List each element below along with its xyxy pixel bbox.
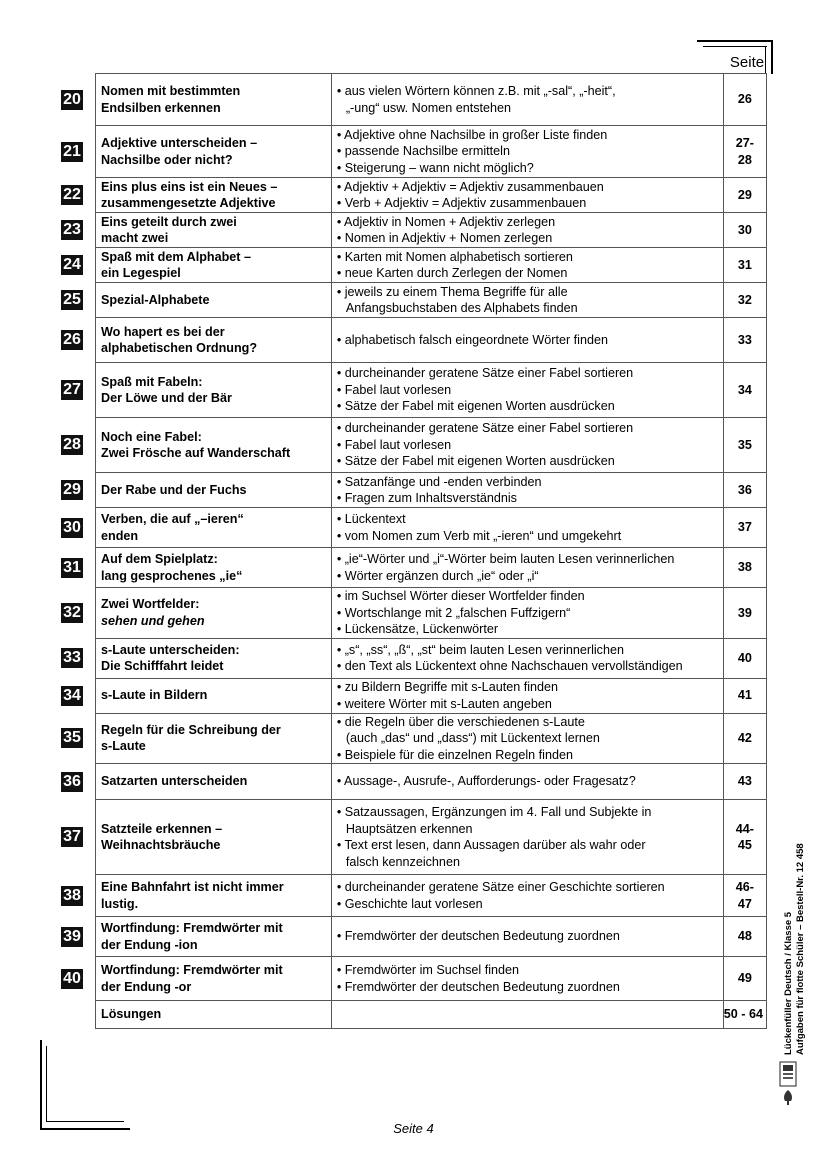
description-cell	[331, 473, 723, 508]
description-line: • Fabel laut vorlesen	[336, 437, 452, 452]
chapter-title-line: ein Legespiel	[101, 266, 181, 280]
chapter-title-cell	[96, 178, 332, 213]
description-cell	[331, 74, 723, 126]
description-cell	[331, 1001, 723, 1029]
chapter-title-cell	[96, 875, 332, 917]
chapter-number-badge: 27	[61, 380, 83, 400]
chapter-title-cell	[96, 800, 332, 875]
chapter-title-line: Spezial-Alphabete	[101, 292, 210, 307]
table-row	[96, 588, 767, 639]
description-line: • zu Bildern Begriffe mit s-Lauten finden	[336, 680, 559, 694]
page-number: 27-	[735, 136, 754, 150]
page-number: 40	[737, 650, 752, 665]
table-row	[96, 74, 767, 126]
page-number-cell	[723, 548, 766, 588]
chapter-title-line: Spaß mit dem Alphabet –	[101, 249, 251, 264]
page-number-cell	[723, 74, 766, 126]
description-line: • Geschichte laut vorlesen	[336, 896, 483, 911]
page-number-cell	[723, 678, 766, 713]
table-row	[96, 678, 767, 713]
table-row	[96, 318, 767, 363]
chapter-title-cell	[96, 283, 332, 318]
table-row	[96, 473, 767, 508]
chapter-title-cell	[96, 318, 332, 363]
chapter-number-badge: 26	[61, 330, 83, 350]
chapter-title-line: s-Laute	[101, 739, 146, 754]
chapter-title-cell	[96, 678, 332, 713]
chapter-title-line: enden	[101, 528, 139, 543]
description-line: • Adjektive ohne Nachsilbe in großer Liste finden	[336, 127, 608, 142]
description-line: • Beispiele für die einzelnen Regeln finden	[336, 747, 573, 762]
chapter-number-badge: 23	[61, 220, 83, 240]
chapter-title-line: Eins geteilt durch zwei	[101, 214, 237, 229]
page-number: 31	[737, 257, 752, 272]
description-cell	[331, 957, 723, 1001]
chapter-number-badge: 38	[61, 886, 83, 906]
page-number-cell	[723, 508, 766, 548]
table-row	[96, 248, 767, 283]
chapter-number-badge: 20	[61, 90, 83, 110]
chapter-title-line: s-Laute in Bildern	[101, 688, 208, 703]
chapter-title-line: Satzarten unterscheiden	[101, 774, 248, 789]
page-number-cell	[723, 126, 766, 178]
chapter-number-badge: 28	[61, 435, 83, 455]
description-line: „-ung“ usw. Nomen entstehen	[345, 100, 512, 115]
chapter-title-cell	[96, 713, 332, 764]
description-cell	[331, 248, 723, 283]
page-number-cell	[723, 473, 766, 508]
description-line: Hauptsätzen erkennen	[345, 821, 473, 836]
chapter-number-badge: 30	[61, 518, 83, 538]
description-line: • den Text als Lückentext ohne Nachschauen vervollständigen	[336, 659, 683, 673]
table-row	[96, 800, 767, 875]
description-cell	[331, 548, 723, 588]
page-number-cell	[723, 248, 766, 283]
chapter-title-line: Der Rabe und der Fuchs	[101, 482, 247, 497]
description-cell	[331, 178, 723, 213]
page-number-cell	[723, 800, 766, 875]
description-cell	[331, 800, 723, 875]
page-footer: Seite 4	[393, 1121, 434, 1136]
chapter-title-cell	[96, 418, 332, 473]
description-line: • passende Nachsilbe ermitteln	[336, 144, 510, 159]
chapter-title-line: Wortfindung: Fremdwörter mit	[101, 921, 283, 935]
description-line: • Adjektiv + Adjektiv = Adjektiv zusammenbauen	[336, 179, 604, 194]
chapter-title-cell	[96, 957, 332, 1001]
chapter-title-line: Weihnachtsbräuche	[101, 838, 221, 852]
table-row	[96, 957, 767, 1001]
chapter-title-cell	[96, 74, 332, 126]
page-number-cell	[723, 363, 766, 418]
chapter-title-line: Noch eine Fabel:	[101, 429, 202, 444]
description-line: • Aussage-, Ausrufe-, Aufforderungs- oder Fragesatz?	[336, 774, 636, 789]
chapter-title-line: Eins plus eins ist ein Neues –	[101, 179, 278, 194]
toc-body	[96, 74, 767, 1029]
description-line: • alphabetisch falsch eingeordnete Wörter finden	[336, 332, 608, 347]
chapter-title-line: Spaß mit Fabeln:	[101, 374, 203, 389]
description-line: • Karten mit Nomen alphabetisch sortieren	[336, 249, 573, 264]
chapter-title-line: alphabetischen Ordnung?	[101, 341, 258, 355]
corner-frame-bottom-left	[40, 1040, 42, 1130]
chapter-title-line: der Endung -ion	[101, 937, 198, 952]
description-line: • Fremdwörter der deutschen Bedeutung zuordnen	[336, 929, 620, 944]
chapter-title-cell	[96, 363, 332, 418]
chapter-title-line: Endsilben erkennen	[101, 100, 221, 115]
sidebar-series-info	[783, 843, 807, 1055]
corner-frame-top-right-inner	[703, 46, 767, 47]
page-number: 29	[737, 187, 752, 202]
chapter-number-badge: 29	[61, 480, 83, 500]
page-number: 26	[737, 92, 752, 107]
chapter-title-cell	[96, 248, 332, 283]
description-cell	[331, 638, 723, 678]
description-line: • aus vielen Wörtern können z.B. mit „-sal“, „-heit“,	[336, 84, 616, 98]
chapter-number-badge: 32	[61, 603, 83, 623]
chapter-title-cell	[96, 213, 332, 248]
description-cell	[331, 588, 723, 639]
page-number-cell	[723, 917, 766, 957]
chapter-number-badge: 22	[61, 185, 83, 205]
page-number: 32	[737, 292, 752, 307]
description-line: • Lückentext	[336, 512, 406, 526]
chapter-title-cell	[96, 917, 332, 957]
description-line: • Wörter ergänzen durch „ie“ oder „i“	[336, 568, 539, 583]
description-line: falsch kennzeichnen	[345, 854, 460, 869]
chapter-number-badge: 34	[61, 686, 83, 706]
table-row	[96, 178, 767, 213]
description-line: (auch „das“ und „dass“) mit Lückentext lernen	[345, 731, 600, 745]
description-line: Anfangsbuchstaben des Alphabets finden	[345, 301, 578, 315]
description-line: • Wortschlange mit 2 „falschen Fuffzigern“	[336, 605, 571, 620]
publisher-logo-icon	[779, 1060, 797, 1106]
page-number: 34	[737, 382, 752, 397]
table-row	[96, 213, 767, 248]
table-row	[96, 638, 767, 678]
page-number: 44-	[735, 821, 754, 836]
chapter-title-line: Verben, die auf „–ieren“	[101, 512, 244, 526]
description-line: • im Suchsel Wörter dieser Wortfelder finden	[336, 589, 585, 603]
chapter-title-line: Adjektive unterscheiden –	[101, 136, 258, 150]
chapter-number-badge: 33	[61, 648, 83, 668]
description-cell	[331, 875, 723, 917]
table-row	[96, 548, 767, 588]
table-row	[96, 508, 767, 548]
sidebar-line-1: Lückenfüller Deutsch / Klasse 5	[783, 911, 794, 1055]
page-number: 39	[737, 605, 752, 620]
table-row	[96, 126, 767, 178]
chapter-title-line: Der Löwe und der Bär	[101, 391, 232, 405]
chapter-title-cell	[96, 764, 332, 800]
page-number: 33	[737, 332, 752, 347]
page-number: 50 - 64	[723, 1007, 763, 1022]
description-line: • Sätze der Fabel mit eigenen Worten ausdrücken	[336, 399, 615, 414]
table-of-contents	[95, 73, 767, 1029]
description-line: • die Regeln über die verschiedenen s-Laute	[336, 714, 585, 729]
page-column-header: Seite	[729, 54, 765, 71]
chapter-title-cell	[96, 126, 332, 178]
page-number: 48	[737, 929, 752, 944]
page-number-cell	[723, 713, 766, 764]
description-cell	[331, 713, 723, 764]
description-cell	[331, 318, 723, 363]
chapter-number-badge: 31	[61, 558, 83, 578]
description-line: • durcheinander geratene Sätze einer Fabel sortieren	[336, 421, 634, 436]
chapter-title-line: lustig.	[101, 896, 139, 911]
chapter-title-line: Auf dem Spielplatz:	[101, 552, 218, 566]
chapter-title-line: Nachsilbe oder nicht?	[101, 152, 233, 167]
chapter-title-line: Satzteile erkennen –	[101, 821, 223, 836]
description-cell	[331, 418, 723, 473]
description-line: • Fragen zum Inhaltsverständnis	[336, 491, 517, 505]
page-number-cell	[723, 875, 766, 917]
chapter-title-line: Zwei Frösche auf Wanderschaft	[101, 446, 291, 460]
description-line: • vom Nomen zum Verb mit „-ieren“ und umgekehrt	[336, 528, 622, 543]
chapter-number-badge: 21	[61, 142, 83, 162]
page-number-cell	[723, 213, 766, 248]
description-line: • Satzaussagen, Ergänzungen im 4. Fall und Subjekte in	[336, 805, 652, 819]
chapter-title-line: Wo hapert es bei der	[101, 324, 225, 339]
description-line: • Satzanfänge und -enden verbinden	[336, 474, 542, 489]
sidebar-line-2: Aufgaben für flotte Schüler – Bestell-Nr. 12 458	[795, 843, 806, 1055]
description-cell	[331, 213, 723, 248]
page-number: 36	[737, 482, 752, 497]
page-number: 42	[737, 731, 752, 745]
page-number: 43	[737, 774, 752, 789]
description-line: • neue Karten durch Zerlegen der Nomen	[336, 266, 568, 280]
page-number: 30	[737, 222, 752, 237]
chapter-number-badge: 36	[61, 772, 83, 792]
page-number-cell	[723, 318, 766, 363]
description-line: • jeweils zu einem Thema Begriffe für alle	[336, 284, 568, 299]
description-line: • Nomen in Adjektiv + Nomen zerlegen	[336, 231, 553, 245]
description-cell	[331, 764, 723, 800]
description-line: • Text erst lesen, dann Aussagen darüber als wahr oder	[336, 838, 646, 852]
page-number-cell	[723, 588, 766, 639]
chapter-number-badge: 39	[61, 927, 83, 947]
page-number: 46-	[735, 880, 754, 894]
chapter-title-line: Regeln für die Schreibung der	[101, 722, 281, 737]
chapter-title-line: Nomen mit bestimmten	[101, 84, 241, 98]
chapter-title-line: der Endung -or	[101, 979, 192, 994]
page-number-cell	[723, 283, 766, 318]
chapter-title-line: s-Laute unterscheiden:	[101, 642, 240, 657]
description-line: • Fremdwörter der deutschen Bedeutung zuordnen	[336, 979, 620, 994]
description-line: • Adjektiv in Nomen + Adjektiv zerlegen	[336, 214, 556, 229]
chapter-title-line: macht zwei	[101, 231, 169, 245]
page-number: 35	[737, 437, 752, 452]
page-number: 38	[737, 560, 752, 575]
chapter-title-cell	[96, 1001, 332, 1029]
page-number-cell	[723, 178, 766, 213]
description-cell	[331, 283, 723, 318]
description-line: • „s“, „ss“, „ß“, „st“ beim lauten Lesen verinnerlichen	[336, 642, 624, 657]
page-number: 47	[737, 896, 752, 911]
description-line: • Sätze der Fabel mit eigenen Worten ausdrücken	[336, 454, 615, 469]
table-row	[96, 418, 767, 473]
description-line: • Verb + Adjektiv = Adjektiv zusammenbauen	[336, 196, 587, 210]
page-number: 28	[737, 152, 752, 167]
page-number-cell	[723, 764, 766, 800]
description-line: • Steigerung – wann nicht möglich?	[336, 160, 534, 175]
description-line: • Fabel laut vorlesen	[336, 382, 452, 397]
description-line: • durcheinander geratene Sätze einer Fabel sortieren	[336, 366, 634, 381]
table-row	[96, 917, 767, 957]
chapter-title-line: sehen und gehen	[101, 613, 205, 628]
page-number: 41	[737, 688, 752, 703]
table-row	[96, 1001, 767, 1029]
page-number: 49	[737, 971, 752, 986]
page-number-cell	[723, 638, 766, 678]
chapter-number-badge: 40	[61, 969, 83, 989]
description-cell	[331, 363, 723, 418]
corner-frame-top-right	[697, 40, 773, 42]
chapter-title-cell	[96, 508, 332, 548]
table-row	[96, 875, 767, 917]
table-row	[96, 764, 767, 800]
description-line: • weitere Wörter mit s-Lauten angeben	[336, 696, 552, 711]
chapter-title-line: Lösungen	[101, 1007, 162, 1022]
chapter-title-line: Wortfindung: Fremdwörter mit	[101, 963, 283, 977]
description-line: • Lückensätze, Lückenwörter	[336, 622, 499, 636]
table-row	[96, 283, 767, 318]
description-cell	[331, 678, 723, 713]
chapter-title-line: Eine Bahnfahrt ist nicht immer	[101, 880, 284, 894]
chapter-title-cell	[96, 473, 332, 508]
chapter-number-badge: 37	[61, 827, 83, 847]
chapter-title-line: Die Schifffahrt leidet	[101, 659, 224, 673]
page-number: 37	[737, 520, 752, 535]
table-row	[96, 713, 767, 764]
description-line: • durcheinander geratene Sätze einer Geschichte sortieren	[336, 880, 665, 894]
corner-frame-bottom-left-inner	[46, 1046, 47, 1122]
chapter-number-badge: 24	[61, 255, 83, 275]
chapter-title-line: zusammengesetzte Adjektive	[101, 196, 276, 210]
chapter-title-line: Zwei Wortfelder:	[101, 597, 200, 612]
page-number-cell	[723, 418, 766, 473]
table-row	[96, 363, 767, 418]
chapter-title-cell	[96, 638, 332, 678]
description-cell	[331, 508, 723, 548]
page-number: 45	[737, 838, 752, 852]
page-number-cell	[723, 1001, 766, 1029]
description-cell	[331, 126, 723, 178]
description-line: • Fremdwörter im Suchsel finden	[336, 963, 520, 977]
chapter-title-line: lang gesprochenes „ie“	[101, 568, 243, 583]
chapter-number-badge: 35	[61, 728, 83, 748]
chapter-title-cell	[96, 548, 332, 588]
chapter-number-badge: 25	[61, 290, 83, 310]
page-number-cell	[723, 957, 766, 1001]
description-cell	[331, 917, 723, 957]
chapter-title-cell	[96, 588, 332, 639]
description-line: • „ie“-Wörter und „i“-Wörter beim lauten Lesen verinnerlichen	[336, 552, 675, 566]
